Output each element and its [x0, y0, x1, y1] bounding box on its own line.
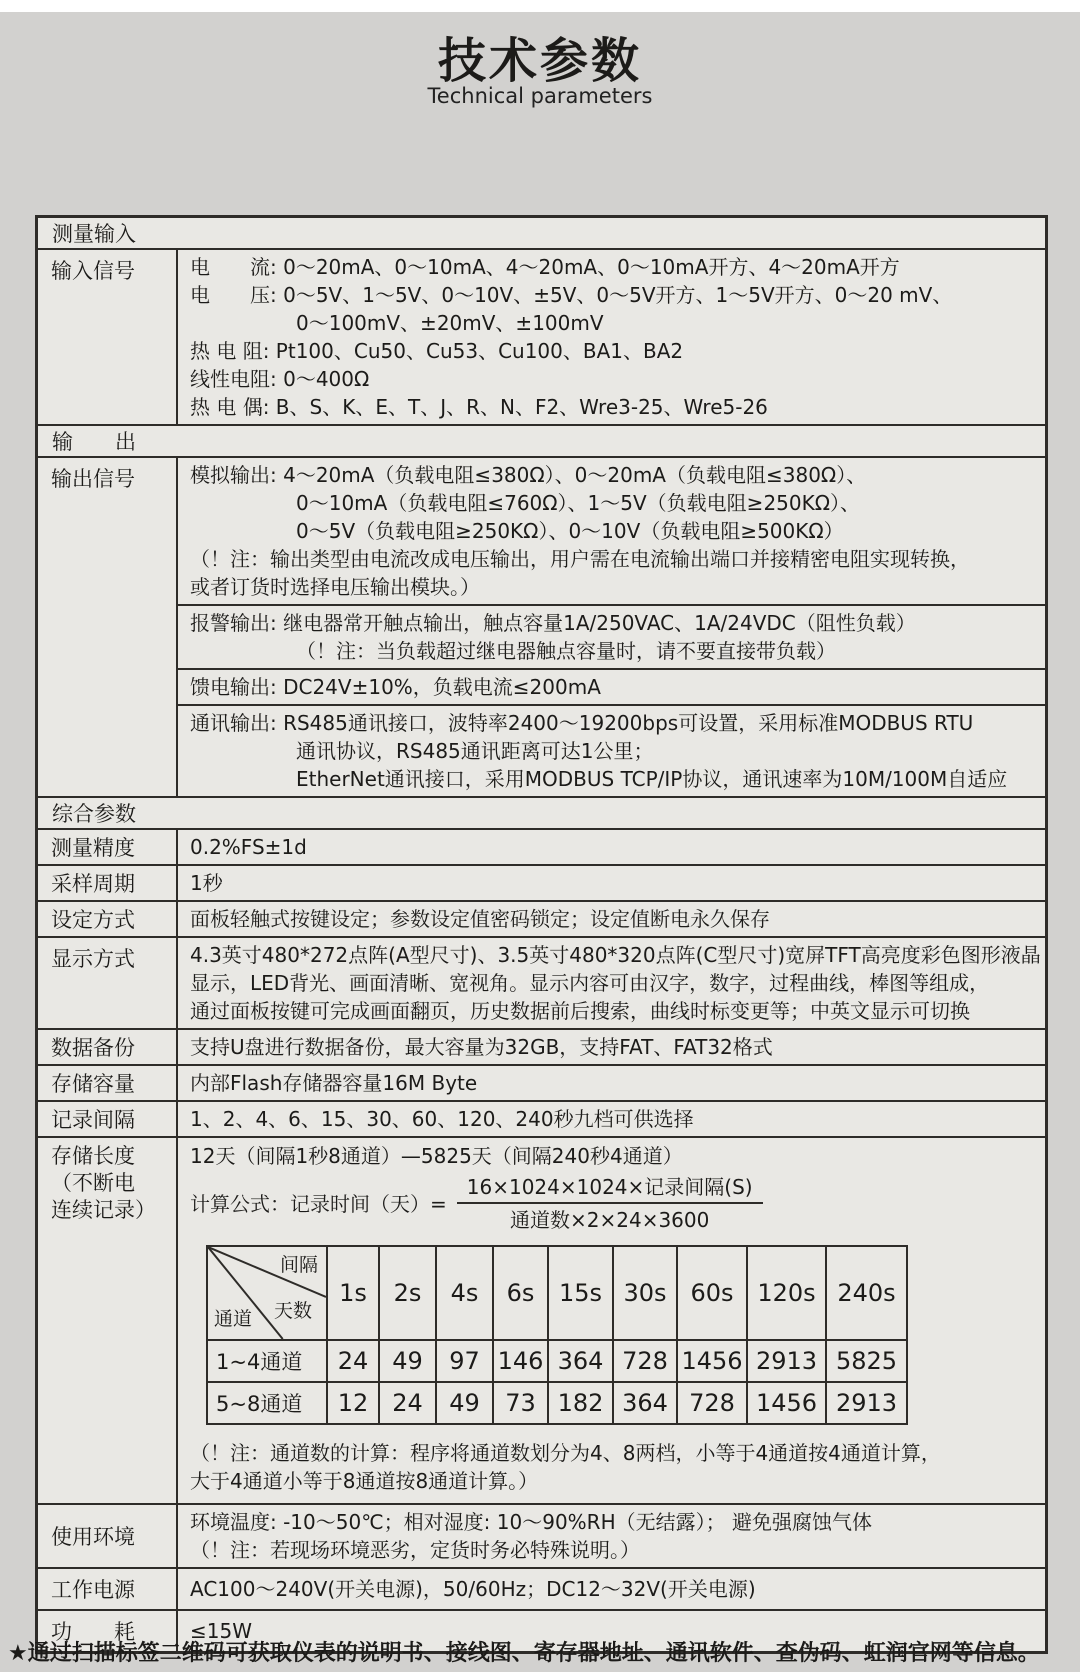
- value-line: 热 电 偶: B、S、K、E、T、J、R、N、F2、Wre3-25、Wre5-26: [190, 395, 768, 419]
- days-value: 97: [436, 1340, 493, 1382]
- alarm-output-block: [178, 606, 1045, 670]
- value-line: ≤15W: [190, 1619, 252, 1643]
- row-interval: [38, 1102, 1045, 1138]
- corner-channel-label: 通道: [214, 1308, 253, 1330]
- note-line: （！注：若现场环境恶劣，定货时务必特殊说明。）: [190, 1538, 640, 1562]
- row-output-signal-content: [178, 458, 1045, 796]
- row-capacity: [38, 1066, 1045, 1102]
- spec-table: [35, 215, 1048, 1654]
- page-title: 技术参数: [437, 33, 642, 89]
- label-line: 存储长度: [51, 1144, 135, 1168]
- storage-formula: [178, 1174, 1045, 1233]
- corner-days-label: 天数: [273, 1300, 312, 1322]
- label-line: 连续记录）: [51, 1198, 156, 1222]
- comm-output-block: [178, 706, 1045, 796]
- note-line: （！注：当负载超过继电器触点容量时，请不要直接带负载）: [296, 639, 836, 663]
- row-storage-length: [38, 1138, 1045, 1505]
- channel-row-label: 1~4通道: [207, 1340, 327, 1382]
- days-value: 12: [327, 1382, 379, 1424]
- section-general: 综合参数: [38, 798, 1045, 830]
- row-input-signal: [38, 250, 1045, 426]
- page-subtitle: Technical parameters: [427, 84, 653, 108]
- value-line: 4.3英寸480*272点阵(A型尺寸)、3.5英寸480*320点阵(C型尺寸)宽屏TFT高亮度彩色图形液晶: [190, 943, 1041, 967]
- row-backup: [38, 1030, 1045, 1066]
- row-backup-label: 数据备份: [38, 1030, 178, 1064]
- value-line: 0～5V（负载电阻≥250KΩ）、0～10V（负载电阻≥500KΩ）: [296, 519, 844, 543]
- value-line: EtherNet通讯接口，采用MODBUS TCP/IP协议，通讯速率为10M/100M自适应: [296, 767, 1008, 791]
- days-value: 24: [379, 1382, 436, 1424]
- value-line: 热 电 阻: Pt100、Cu50、Cu53、Cu100、BA1、BA2: [190, 339, 684, 363]
- interval-header: 2s: [379, 1246, 436, 1340]
- days-value: 2913: [747, 1340, 826, 1382]
- row-setting-value: [178, 902, 1045, 936]
- value-line: 通讯输出: RS485通讯接口，波特率2400～19200bps可设置，采用标准MODBUS RTU: [190, 711, 974, 735]
- days-value: 24: [327, 1340, 379, 1382]
- row-interval-label: 记录间隔: [38, 1102, 178, 1136]
- row-backup-value: [178, 1030, 1045, 1064]
- analog-output-block: [178, 458, 1045, 606]
- row-setting: [38, 902, 1045, 938]
- value-line: 通讯协议，RS485通讯距离可达1公里；: [296, 739, 654, 763]
- formula-denominator: 通道数×2×24×3600: [510, 1208, 710, 1232]
- interval-header: 1s: [327, 1246, 379, 1340]
- value-line: AC100～240V(开关电源)，50/60Hz；DC12～32V(开关电源): [190, 1577, 756, 1601]
- row-capacity-value: [178, 1066, 1045, 1100]
- row-accuracy-label: 测量精度: [38, 830, 178, 864]
- corner-interval-label: 间隔: [279, 1254, 318, 1276]
- value-line: 环境温度: -10～50℃；相对湿度: 10～90%RH（无结露）； 避免强腐蚀气体: [190, 1510, 872, 1534]
- row-storage-content: [178, 1138, 1045, 1503]
- note-line: 大于4通道小等于8通道按8通道计算。）: [190, 1469, 539, 1493]
- row-storage-label: [38, 1138, 178, 1503]
- storage-table-row: [207, 1340, 907, 1382]
- row-display-content: [178, 938, 1045, 1028]
- value-line: 馈电输出: DC24V±10%，负载电流≤200mA: [190, 675, 601, 699]
- note-line: 或者订货时选择电压输出模块。）: [190, 575, 480, 599]
- value-line: 0～100mV、±20mV、±100mV: [296, 311, 604, 335]
- days-value: 1456: [747, 1382, 826, 1424]
- interval-header: 15s: [548, 1246, 613, 1340]
- interval-header: 240s: [826, 1246, 907, 1340]
- value-line: 面板轻触式按键设定；参数设定值密码锁定；设定值断电永久保存: [190, 907, 770, 931]
- row-environment-content: [178, 1505, 1045, 1567]
- interval-header: 120s: [747, 1246, 826, 1340]
- interval-header: 30s: [613, 1246, 677, 1340]
- row-input-signal-label: 输入信号: [38, 250, 178, 424]
- scan-qr-footnote: ★通过扫描标签二维码可获取仪表的说明书、接线图、寄存器地址、通讯软件、查伪码、虹润官网等信息。: [8, 1641, 1040, 1666]
- row-sampling: [38, 866, 1045, 902]
- label-line: （不断电: [51, 1171, 135, 1195]
- days-value: 182: [548, 1382, 613, 1424]
- row-environment-label: 使用环境: [38, 1505, 178, 1567]
- note-line: （！注：输出类型由电流改成电压输出，用户需在电流输出端口并接精密电阻实现转换，: [190, 547, 970, 571]
- row-capacity-label: 存储容量: [38, 1066, 178, 1100]
- value-line: 电 流: 0～20mA、0～10mA、4～20mA、0～10mA开方、4～20mA开方: [190, 255, 900, 279]
- formula-numerator: 16×1024×1024×记录间隔(S): [457, 1174, 763, 1204]
- days-value: 728: [677, 1382, 747, 1424]
- channel-row-label: 5~8通道: [207, 1382, 327, 1424]
- value-line: 显示，LED背光、画面清晰、宽视角。显示内容可由汉字，数字，过程曲线，棒图等组成，: [190, 971, 990, 995]
- row-output-signal-label: 输出信号: [38, 458, 178, 796]
- days-value: 146: [493, 1340, 548, 1382]
- row-sampling-value: [178, 866, 1045, 900]
- value-line: 通过面板按键可完成画面翻页，历史数据前后搜索，曲线时标变更等；中英文显示可切换: [190, 999, 970, 1023]
- storage-range-line: 12天（间隔1秒8通道）—5825天（间隔240秒4通道）: [190, 1144, 683, 1168]
- formula-fraction: [457, 1174, 763, 1233]
- storage-days-table: [206, 1245, 908, 1425]
- row-accuracy-value: [178, 830, 1045, 864]
- days-value: 5825: [826, 1340, 907, 1382]
- days-value: 49: [436, 1382, 493, 1424]
- days-value: 73: [493, 1382, 548, 1424]
- row-display-label: 显示方式: [38, 938, 178, 1028]
- feed-output-block: [178, 670, 1045, 706]
- value-line: 电 压: 0～5V、1～5V、0～10V、±5V、0～5V开方、1～5V开方、0～20 mV、: [190, 283, 953, 307]
- row-accuracy: [38, 830, 1045, 866]
- note-line: （！注：通道数的计算：程序将通道数划分为4、8两档，小等于4通道按4通道计算，: [190, 1441, 941, 1465]
- storage-table-corner-cell: [207, 1246, 327, 1340]
- formula-prefix: 计算公式：记录时间（天）=: [190, 1191, 447, 1216]
- interval-header: 60s: [677, 1246, 747, 1340]
- value-line: 报警输出: 继电器常开触点输出，触点容量1A/250VAC、1A/24VDC（阻性负载）: [190, 611, 916, 635]
- row-environment: [38, 1505, 1045, 1569]
- value-line: 内部Flash存储器容量16M Byte: [190, 1071, 478, 1095]
- row-setting-label: 设定方式: [38, 902, 178, 936]
- value-line: 1秒: [190, 871, 223, 895]
- storage-note: [178, 1439, 1045, 1495]
- value-line: 0.2%FS±1d: [190, 835, 307, 859]
- value-line: 模拟输出: 4～20mA（负载电阻≤380Ω）、0～20mA（负载电阻≤380Ω）、: [190, 463, 867, 487]
- days-value: 49: [379, 1340, 436, 1382]
- section-output: 输 出: [38, 426, 1045, 458]
- row-input-signal-content: [178, 250, 1045, 424]
- storage-table-header-row: [207, 1246, 907, 1340]
- days-value: 1456: [677, 1340, 747, 1382]
- days-value: 2913: [826, 1382, 907, 1424]
- row-output-signal: [38, 458, 1045, 798]
- interval-header: 4s: [436, 1246, 493, 1340]
- row-power-value: [178, 1569, 1045, 1609]
- value-line: 0～10mA（负载电阻≤760Ω）、1～5V（负载电阻≥250KΩ）、: [296, 491, 861, 515]
- interval-header: 6s: [493, 1246, 548, 1340]
- value-line: 线性电阻: 0～400Ω: [190, 367, 370, 391]
- row-display: [38, 938, 1045, 1030]
- value-line: 1、2、4、6、15、30、60、120、240秒九档可供选择: [190, 1107, 694, 1131]
- days-value: 364: [548, 1340, 613, 1382]
- row-sampling-label: 采样周期: [38, 866, 178, 900]
- row-interval-value: [178, 1102, 1045, 1136]
- row-power: [38, 1569, 1045, 1611]
- value-line: 支持U盘进行数据备份，最大容量为32GB，支持FAT、FAT32格式: [190, 1035, 773, 1059]
- section-measure-input: 测量输入: [38, 218, 1045, 250]
- row-consumption-label: 功 耗: [38, 1611, 178, 1651]
- days-value: 728: [613, 1340, 677, 1382]
- row-power-label: 工作电源: [38, 1569, 178, 1609]
- days-value: 364: [613, 1382, 677, 1424]
- storage-table-row: [207, 1382, 907, 1424]
